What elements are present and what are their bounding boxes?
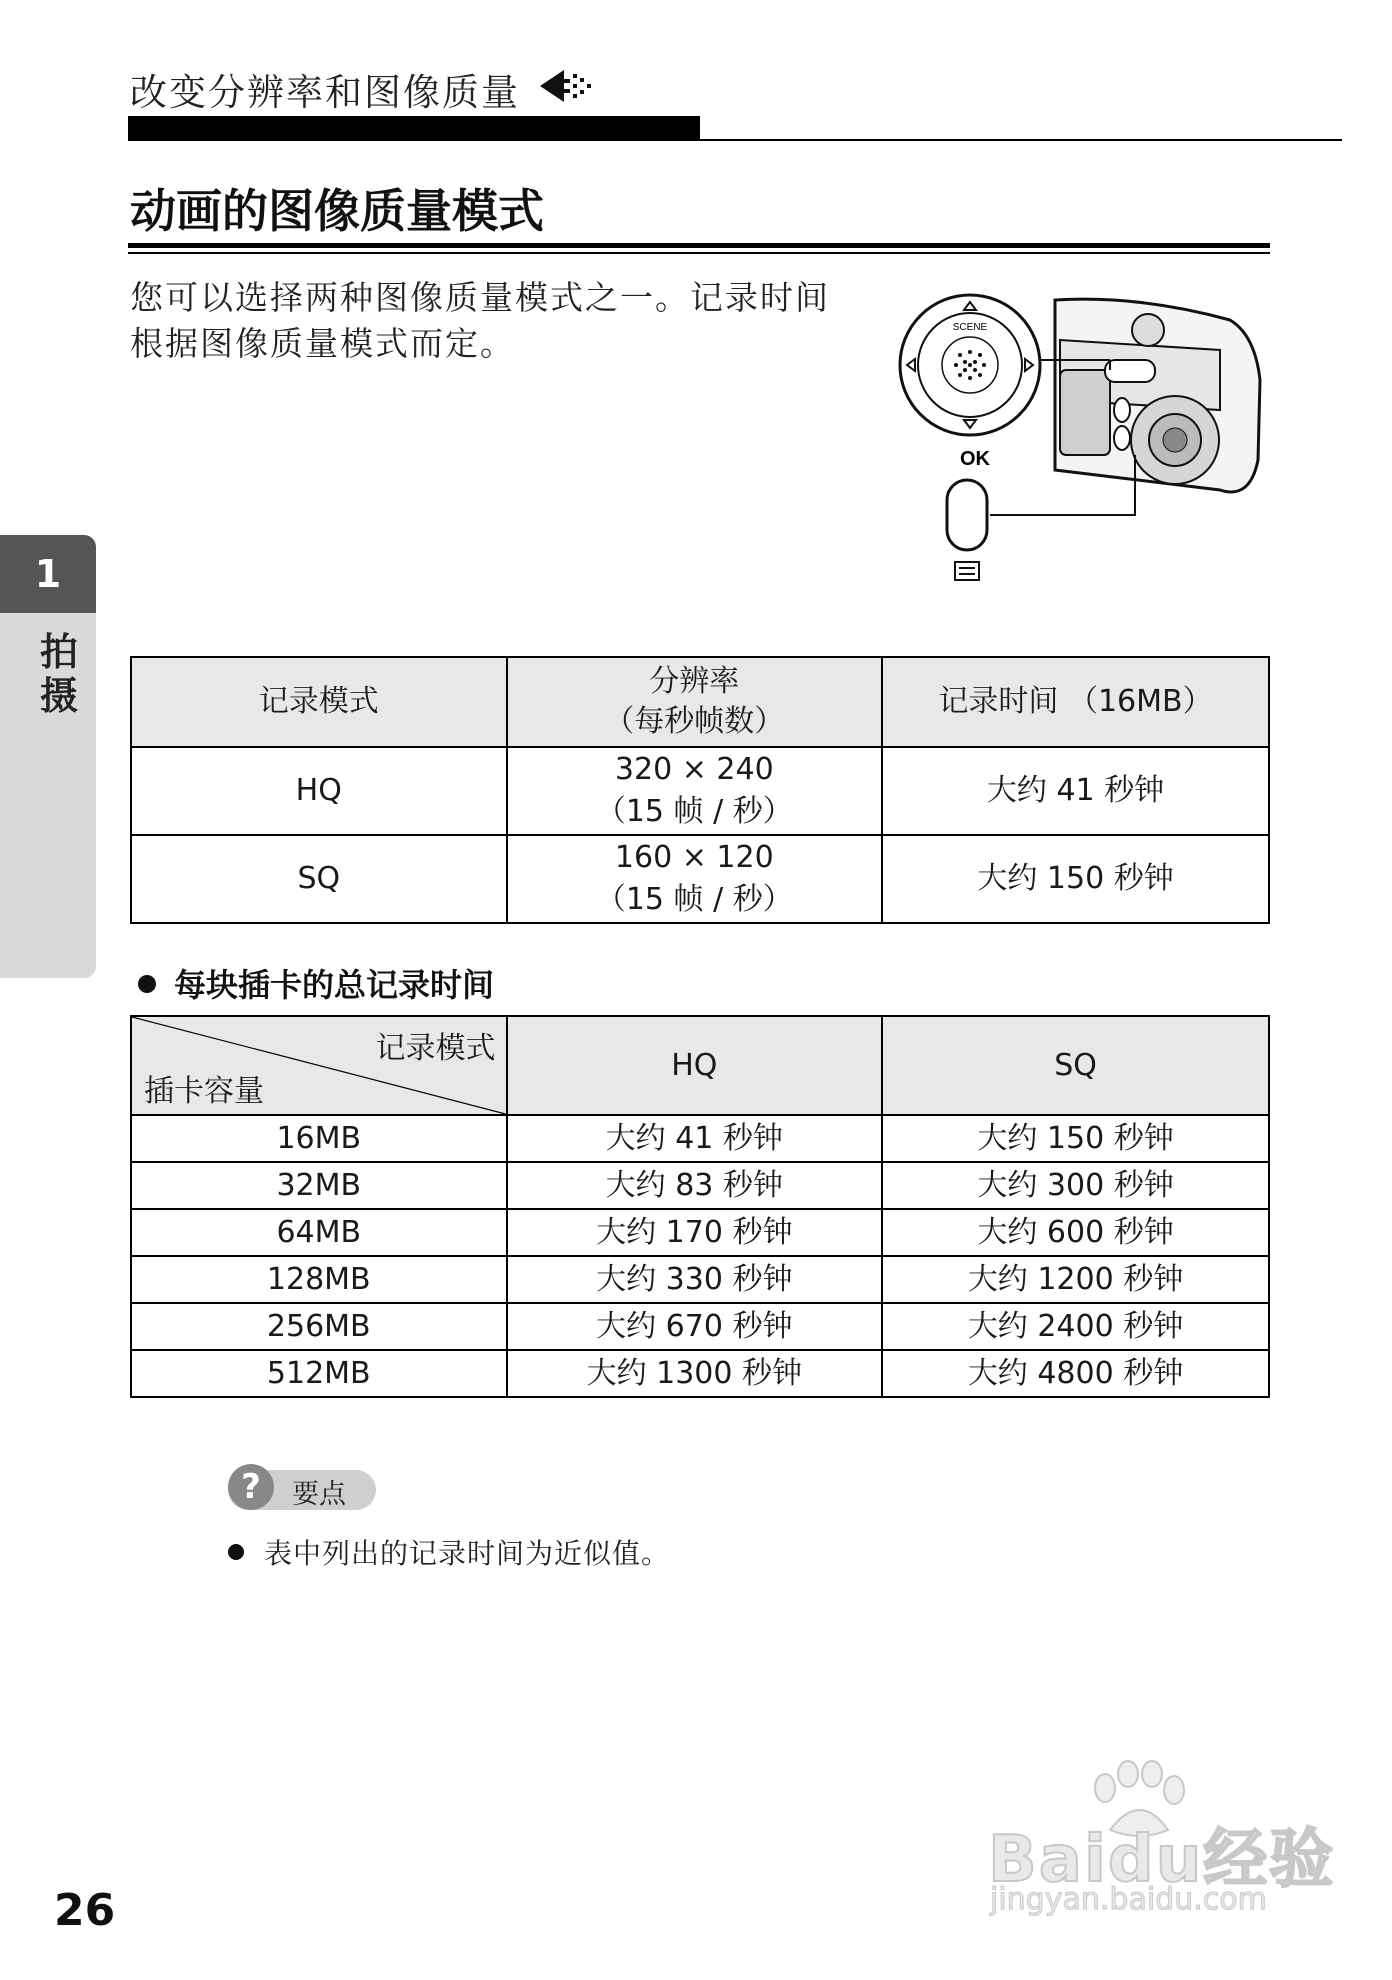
table-row [131,835,1269,923]
header-rule [700,139,1342,141]
resolution-cell [507,747,883,835]
tip-text: 表中列出的记录时间为近似值。 [264,1537,671,1570]
watermark-jingyan: 经验 [1203,1823,1336,1897]
capacity-cell: 64MB [131,1209,507,1256]
sq-cell: 大约 1200 秒钟 [882,1256,1269,1303]
page-number: 26 [54,1885,116,1936]
table-row [131,1256,1269,1303]
table-header-row [131,657,1269,747]
header-mode-label: 记录模式 [375,1031,496,1066]
table-row [131,1115,1269,1162]
table-row [131,1303,1269,1350]
capacity-cell: 16MB [131,1115,507,1162]
table-header-row [131,1016,1269,1115]
header-sq: SQ [882,1016,1269,1115]
tip-bullet [228,1532,670,1572]
intro-line-2: 根据图像质量模式而定。 [130,324,515,363]
header-res-line2: （每秒帧数） [604,704,785,739]
resolution-cell [507,835,883,923]
section-title: 动画的图像质量模式 [130,184,544,238]
header-diagonal-cell [131,1016,507,1115]
header-capacity-label: 插卡容量 [144,1074,264,1109]
mode-cell: SQ [131,835,507,923]
resolution-value: 320 × 240 [614,752,774,787]
table-row [131,747,1269,835]
capacity-cell: 32MB [131,1162,507,1209]
ok-label: OK [960,448,990,470]
watermark-bai: Bai [988,1823,1108,1897]
chapter-tab-number: 1 [0,535,96,613]
watermark-du: du [1107,1823,1204,1897]
header-hq: HQ [507,1016,883,1115]
hq-cell: 大约 41 秒钟 [507,1115,883,1162]
bullet-dot [228,1544,244,1560]
table-row [131,1209,1269,1256]
card-section-heading [138,960,494,1006]
time-cell: 大约 41 秒钟 [882,747,1269,835]
table-row [131,1162,1269,1209]
hq-cell: 大约 83 秒钟 [507,1162,883,1209]
hq-cell: 大约 330 秒钟 [507,1256,883,1303]
capacity-cell: 256MB [131,1303,507,1350]
scene-label: SCENE [952,322,988,333]
tip-label: 要点 [292,1479,346,1510]
header-res-line1: 分辨率 [649,664,740,699]
title-rule [128,243,1270,248]
mode-cell: HQ [131,747,507,835]
capacity-cell: 512MB [131,1350,507,1397]
fps-value: （15 帧 / 秒） [595,882,793,917]
sq-cell: 大约 600 秒钟 [882,1209,1269,1256]
running-header: 改变分辨率和图像质量 [130,71,520,114]
time-cell: 大约 150 秒钟 [882,835,1269,923]
hq-cell: 大约 170 秒钟 [507,1209,883,1256]
card-capacity-table [130,1015,1270,1398]
sq-cell: 大约 2400 秒钟 [882,1303,1269,1350]
chapter-tab-label: 拍摄 [40,630,79,718]
hq-cell: 大约 1300 秒钟 [507,1350,883,1397]
table-row [131,1350,1269,1397]
header-resolution [507,657,883,747]
fps-value: （15 帧 / 秒） [595,794,793,829]
hq-cell: 大约 670 秒钟 [507,1303,883,1350]
sq-cell: 大约 4800 秒钟 [882,1350,1269,1397]
header-mode: 记录模式 [131,657,507,747]
question-icon: ? [228,1464,274,1510]
header-time: 记录时间 （16MB） [882,657,1269,747]
resolution-value: 160 × 120 [614,840,774,875]
intro-line-1: 您可以选择两种图像质量模式之一。记录时间 [130,278,830,317]
camera-illustration [890,290,1270,600]
quality-arrow-icon [540,66,602,106]
header-bar [128,116,700,141]
watermark-url: jingyan.baidu.com [990,1882,1267,1917]
bullet-dot [138,975,156,993]
intro-text [130,275,890,367]
capacity-cell: 128MB [131,1256,507,1303]
quality-mode-table [130,656,1270,924]
title-rule-thin [128,252,1270,254]
sq-cell: 大约 150 秒钟 [882,1115,1269,1162]
card-section-title: 每块插卡的总记录时间 [174,966,495,1004]
sq-cell: 大约 300 秒钟 [882,1162,1269,1209]
